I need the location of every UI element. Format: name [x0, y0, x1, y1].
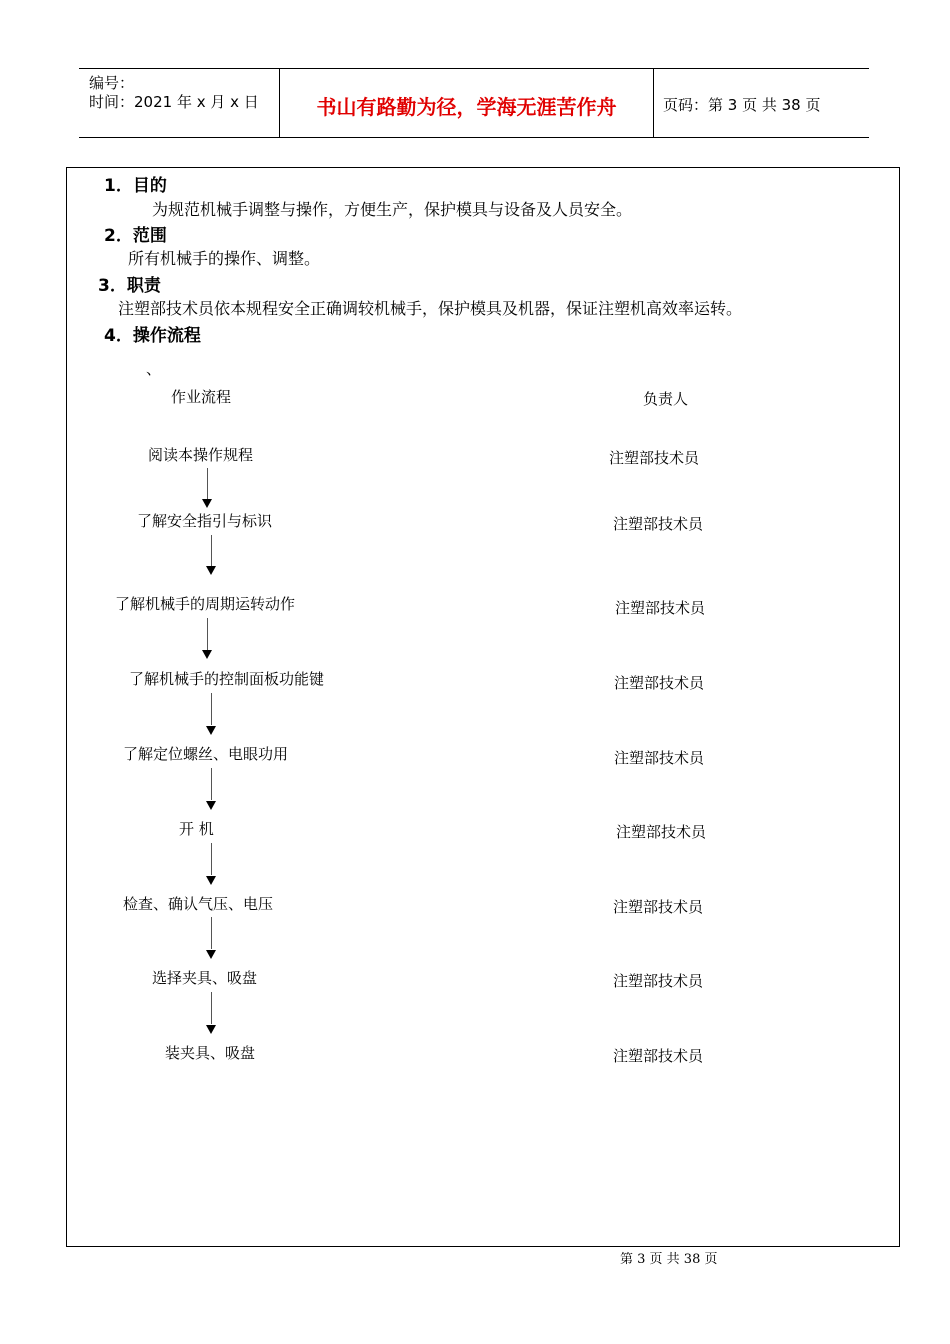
- flow-owner: 注塑部技术员: [613, 1047, 704, 1065]
- flow-step: 开 机: [179, 820, 214, 838]
- section-1-body: 为规范机械手调整与操作，方便生产，保护模具与设备及人员安全。: [152, 200, 633, 219]
- flow-owner: 注塑部技术员: [613, 972, 704, 990]
- flow-step: 检查、确认气压、电压: [123, 895, 274, 913]
- flow-step: 了解安全指引与标识: [137, 512, 273, 530]
- flow-arrow-line: [211, 992, 212, 1024]
- flow-arrow-line: [211, 843, 212, 875]
- section-2-title: 2．范围: [104, 226, 167, 246]
- section-4-title: 4．操作流程: [104, 326, 201, 346]
- section-3-body: 注塑部技术员依本规程安全正确调较机械手，保护模具及机器，保证注塑机高效率运转。: [118, 299, 743, 318]
- flow-arrow-line: [211, 693, 212, 725]
- down-arrow-icon: [206, 726, 216, 735]
- down-arrow-icon: [206, 876, 216, 885]
- flow-arrow-line: [207, 468, 208, 502]
- flow-header-owner: 负责人: [643, 390, 689, 408]
- time-label: 时间：2021 年 x 月 x 日: [89, 93, 259, 111]
- flow-step: 装夹具、吸盘: [165, 1044, 256, 1062]
- flow-step: 阅读本操作规程: [148, 446, 254, 464]
- number-label: 编号：: [89, 74, 135, 92]
- flow-step: 选择夹具、吸盘: [152, 969, 258, 987]
- down-arrow-icon: [206, 1025, 216, 1034]
- flow-arrow-line: [207, 618, 208, 650]
- flow-owner: 注塑部技术员: [614, 674, 705, 692]
- flow-owner: 注塑部技术员: [616, 823, 707, 841]
- page-label: 页码：第 3 页 共 38 页: [663, 96, 821, 114]
- flow-owner: 注塑部技术员: [609, 449, 700, 467]
- section-1-title: 1．目的: [104, 176, 167, 196]
- down-arrow-icon: [206, 566, 216, 575]
- header-page-cell: [653, 69, 869, 137]
- flow-step: 了解机械手的控制面板功能键: [129, 670, 325, 688]
- header-table: [79, 68, 869, 138]
- flow-step: 了解定位螺丝、电眼功用: [123, 745, 289, 763]
- flow-step: 了解机械手的周期运转动作: [115, 595, 296, 613]
- flow-owner: 注塑部技术员: [615, 599, 706, 617]
- page-footer: 第 3 页 共 38 页: [620, 1252, 718, 1267]
- section-3-title: 3．职责: [98, 276, 161, 296]
- flow-header-process: 作业流程: [171, 388, 232, 406]
- flow-arrow-line: [211, 917, 212, 949]
- header-motto-cell: [279, 69, 654, 137]
- flow-arrow-line: [211, 768, 212, 800]
- flow-arrow-line: [211, 535, 212, 567]
- flow-owner: 注塑部技术员: [614, 749, 705, 767]
- flow-owner: 注塑部技术员: [613, 898, 704, 916]
- down-arrow-icon: [206, 950, 216, 959]
- down-arrow-icon: [206, 801, 216, 810]
- flow-owner: 注塑部技术员: [613, 515, 704, 533]
- header-info-cell: [79, 69, 279, 137]
- down-arrow-icon: [202, 650, 212, 659]
- motto: 书山有路勤为径，学海无涯苦作舟: [316, 95, 617, 119]
- section-2-body: 所有机械手的操作、调整。: [128, 249, 321, 268]
- flow-mark: 、: [146, 360, 162, 378]
- down-arrow-icon: [202, 499, 212, 508]
